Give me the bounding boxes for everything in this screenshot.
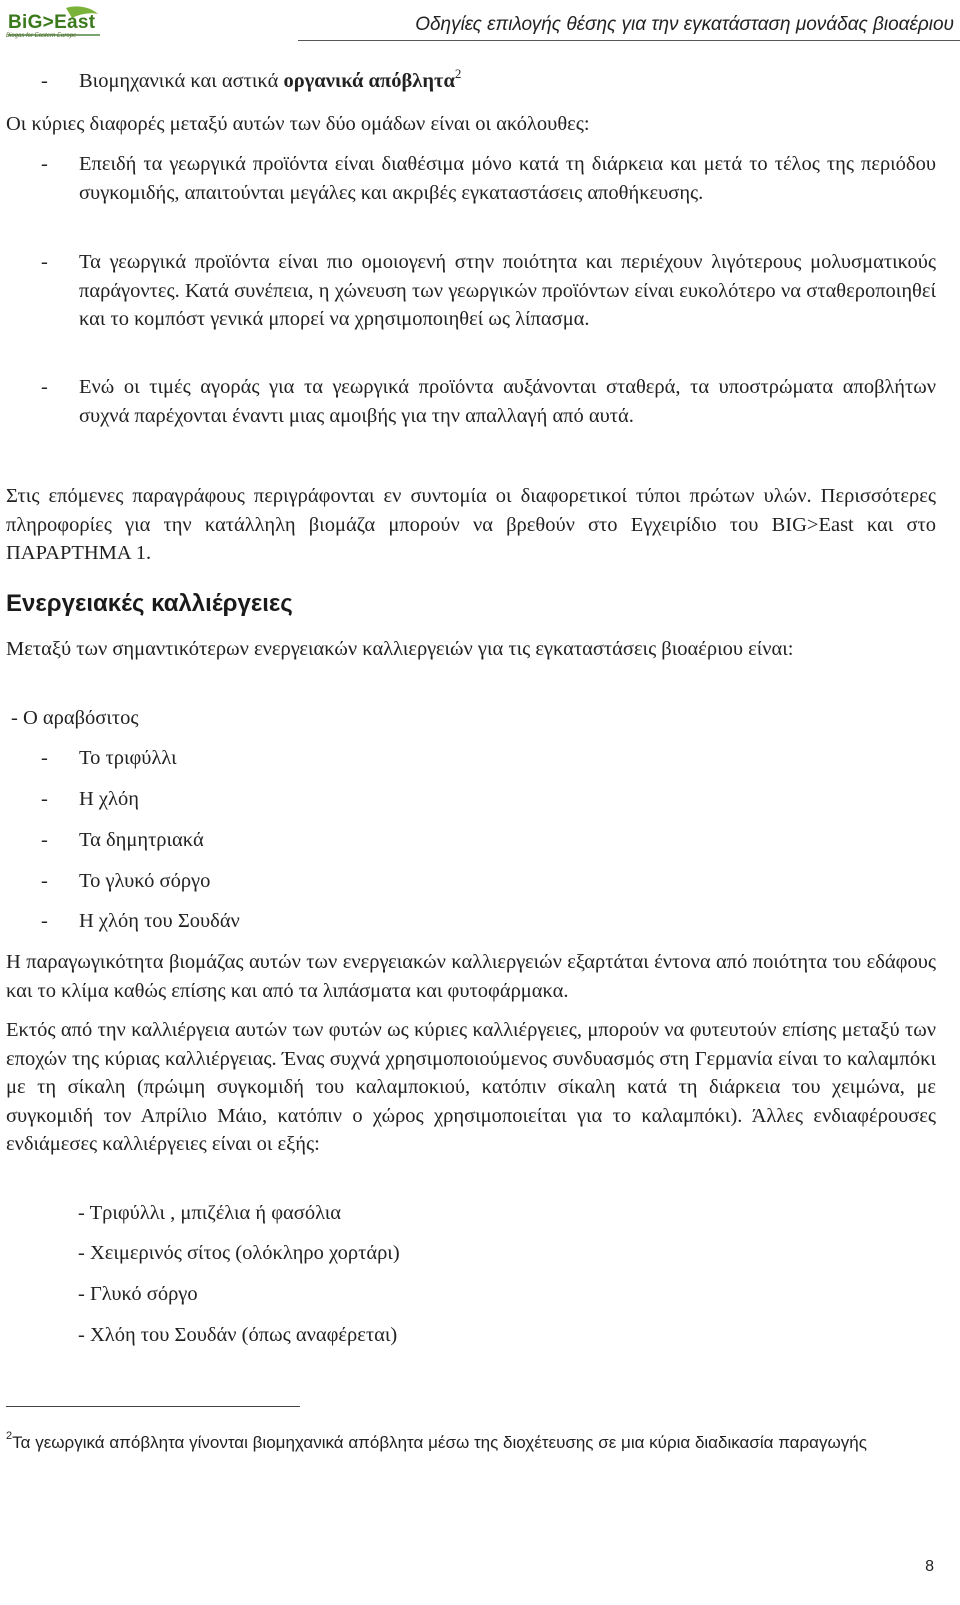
footnote-divider	[6, 1406, 300, 1407]
footnote-text: Τα γεωργικά απόβλητα γίνονται βιομηχανικά απόβλητα μέσω της διοχέτευσης σε μια κύρια διαδικασία παραγωγής	[12, 1433, 867, 1452]
bullet-dash: -	[41, 153, 48, 175]
section-lead: Μεταξύ των σημαντικότερων ενεργειακών καλλιεργειών για τις εγκαταστάσεις βιοαέριου είναι:	[6, 638, 794, 660]
bullet-prefix: Βιομηχανικά και αστικά	[79, 70, 284, 92]
productivity-paragraph: Η παραγωγικότητα βιομάζας αυτών των ενεργειακών καλλιεργειών εξαρτάται έντονα από ποιότητα του εδάφους και το κλίμα καθώς επίσης και από τα λιπάσματα και φυτοφάρμακα.	[6, 951, 936, 1002]
difference-item	[6, 150, 936, 207]
bullet-dash: -	[41, 910, 48, 932]
bigeast-logo	[6, 4, 102, 44]
crop-item	[6, 826, 936, 855]
page-header	[6, 4, 960, 44]
header-divider	[298, 40, 960, 41]
intercrop-paragraph: Εκτός από την καλλιέργεια αυτών των φυτών ως κύριες καλλιέργειες, μπορούν να φυτευτούν επίσης μεταξύ των εποχών της κύριας καλλιέργειας. Ένας συχνά χρησιμοποιούμενος συνδυασμός στη Γερμανία είναι το καλαμπόκι με τη σίκαλη (πρώιμη συγκομιδή του καλαμποκιού, κατόπιν σίκαλη κατά τη διάρκεια του χειμώνα, με συγκομιδή τον Απρίλιο Μάιο, κατόπιν ο χώρος χρησιμοποιείται για το καλαμπόκι). Άλλες ενδιαφέρουσες ενδιάμεσες καλλιέργειες είναι οι εξής:	[6, 1019, 936, 1155]
crop-text: Η χλόη	[79, 788, 139, 810]
logo-tagline: Biogas for Eastern Europe	[6, 33, 77, 39]
section-heading: Ενεργειακές καλλιέργειες	[6, 590, 293, 617]
difference-text: Επειδή τα γεωργικά προϊόντα είναι διαθέσιμα μόνο κατά τη διάρκεια και μετά το τέλος της περιόδου συγκομιδής, απαιτούνται μεγάλες και ακριβές εγκαταστάσεις αποθήκευσης.	[79, 153, 936, 204]
crop-text: Τα δημητριακά	[79, 829, 204, 851]
bullet-organic-waste	[6, 67, 936, 96]
bullet-dash: -	[41, 70, 48, 92]
crop-item-first: - Ο αραβόσιτος	[11, 707, 139, 729]
difference-text: Τα γεωργικά προϊόντα είναι πιο ομοιογενή στην ποιότητα και περιέχουν λιγότερους μολυσματικούς παράγοντες. Κατά συνέπεια, η χώνευση των γεωργικών προϊόντων είναι ευκολότερο να σταθεροποιηθεί και το κομπόστ γενικά μπορεί να χρησιμοποιηθεί ως λίπασμα.	[79, 251, 936, 330]
next-paragraphs: Στις επόμενες παραγράφους περιγράφονται εν συντομία οι διαφορετικοί τύποι πρώτων υλών. Περισσότερες πληροφορίες για την κατάλληλη βιομάζα μπορούν να βρεθούν στο Εγχειρίδιο του BIG>East και στο ΠΑΡΑΡΤΗΜΑ 1.	[6, 485, 936, 564]
intermediate-crop-item: - Τριφύλλι , μπιζέλια ή φασόλια	[78, 1202, 342, 1224]
footnote-ref[interactable]: 2	[454, 66, 462, 81]
crop-item	[6, 907, 936, 936]
intermediate-crop-item: - Χλόη του Σουδάν (όπως αναφέρεται)	[78, 1324, 398, 1346]
difference-text: Ενώ οι τιμές αγοράς για τα γεωργικά προϊόντα αυξάνονται σταθερά, τα υποστρώματα αποβλήτων συχνά παρέχονται έναντι μιας αμοιβής για την απαλλαγή από αυτά.	[79, 376, 936, 427]
difference-item	[6, 248, 936, 334]
page-number: 8	[925, 1558, 934, 1575]
bullet-bold-term: οργανικά απόβλητα	[283, 70, 455, 92]
footnote-mark: 2	[6, 1430, 13, 1442]
crop-text: Η χλόη του Σουδάν	[79, 910, 240, 932]
bullet-text	[79, 67, 936, 96]
bullet-dash: -	[41, 251, 48, 273]
bullet-dash: -	[41, 870, 48, 892]
bullet-dash: -	[41, 788, 48, 810]
footnote	[6, 1431, 936, 1455]
crop-text: Το γλυκό σόργο	[79, 870, 211, 892]
difference-item	[6, 373, 936, 430]
crop-item	[6, 785, 936, 814]
crop-item	[6, 867, 936, 896]
crop-item	[6, 744, 936, 773]
bullet-dash: -	[41, 747, 48, 769]
crop-text: Το τριφύλλι	[79, 747, 177, 769]
header-title: Οδηγίες επιλογής θέσης για την εγκατάσταση μονάδας βιοαέριου	[415, 14, 954, 35]
intermediate-crop-item: - Χειμερινός σίτος (ολόκληρο χορτάρι)	[78, 1242, 400, 1264]
bullet-dash: -	[41, 376, 48, 398]
logo-text: BiG>East	[8, 12, 96, 33]
bullet-dash: -	[41, 829, 48, 851]
intermediate-crop-item: - Γλυκό σόργο	[78, 1283, 198, 1305]
differences-lead: Οι κύριες διαφορές μεταξύ αυτών των δύο ομάδων είναι οι ακόλουθες:	[6, 113, 590, 135]
